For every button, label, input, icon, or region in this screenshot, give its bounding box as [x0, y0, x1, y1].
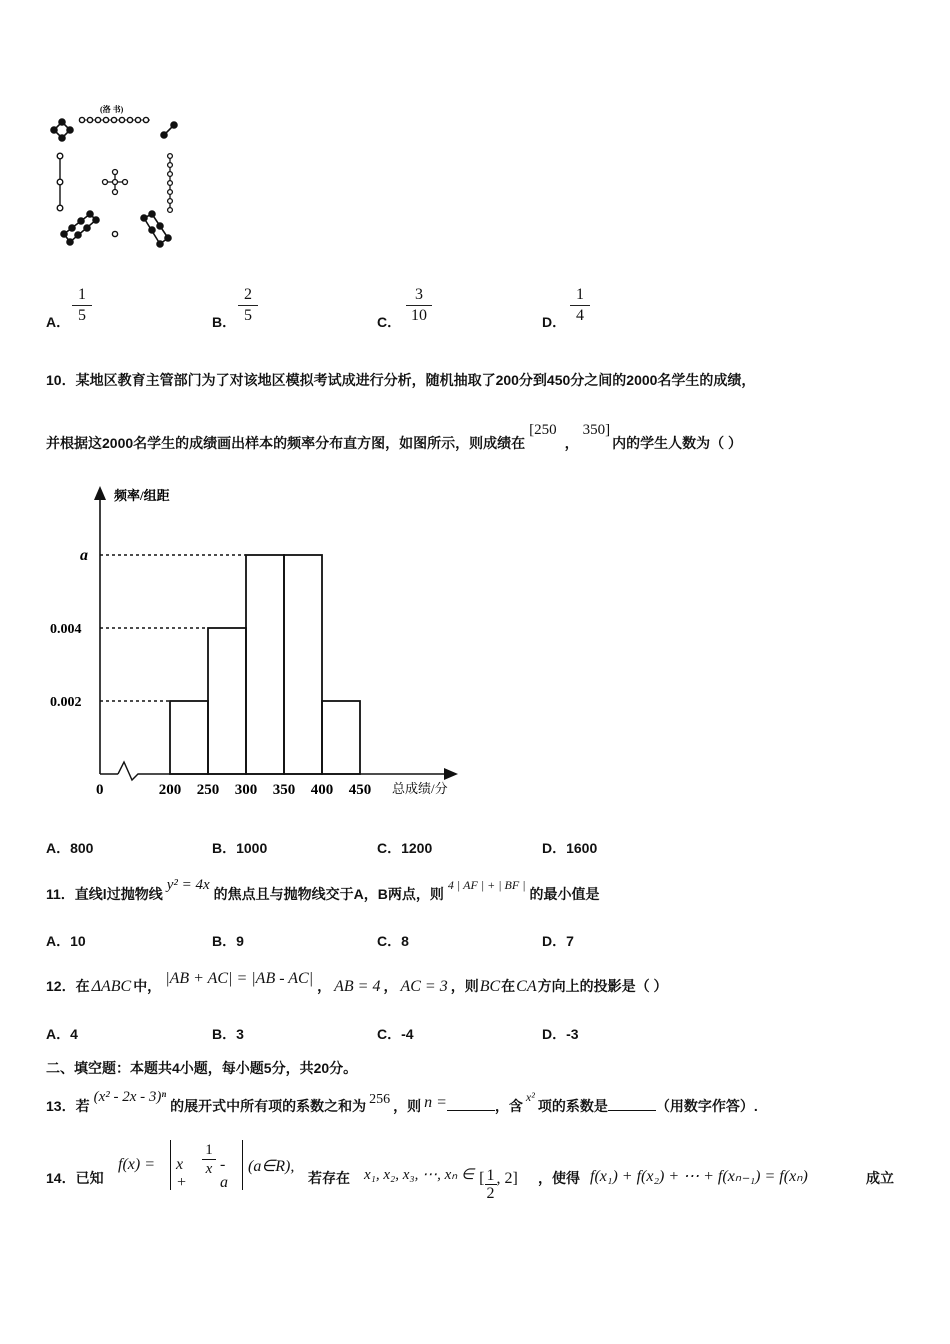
q11-option-d: D．7: [542, 933, 574, 949]
histogram-bar-400-450: [322, 701, 360, 774]
q13-mid1: 的展开式中所有项的系数之和为: [170, 1098, 367, 1114]
x-tick-label-400: 400: [310, 782, 334, 798]
q12-sep2: ，: [383, 978, 398, 994]
q13-blank-2: [608, 1110, 656, 1111]
y-tick-label-a: a: [80, 547, 88, 564]
y-axis-label: 频率/组距: [114, 488, 170, 503]
q9-option-d-num: 1: [576, 286, 584, 303]
q10-option-a: A．800: [46, 840, 94, 856]
luoshu-four-dots: [51, 119, 73, 141]
q14-abs-bar-left: [170, 1140, 171, 1190]
q9-option-b-letter: B．: [212, 314, 237, 330]
q9-option-a-num: 1: [78, 286, 86, 303]
q9-option-d-fraction: [570, 286, 590, 325]
q14-sequence: x₁, x₂, x₃, ⋯, xₙ ∈: [364, 1167, 475, 1184]
q11-mid: 的焦点且与抛物线交于A，B两点，则: [213, 886, 444, 902]
q10-option-d: D．1600: [542, 840, 598, 856]
q9-option-d-den: 4: [576, 307, 584, 324]
axis-break: [118, 762, 144, 780]
q10-line2-a: 并根据这2000名学生的成绩画出样本的频率分布直方图，如图所示，则成绩在: [46, 435, 526, 451]
q12-condition: |AB + AC| = |AB - AC|: [165, 970, 314, 987]
luoshu-figure: [40, 98, 190, 258]
q12-ca: CA: [516, 978, 537, 995]
q11-option-b: B．9: [212, 933, 244, 949]
luoshu-five-dots: [103, 170, 128, 195]
histogram-bar-200-250: [170, 701, 208, 774]
q12-mid3: 在: [501, 978, 516, 994]
luoshu-one-dot: [112, 231, 117, 236]
y-tick-label-0.002: 0.002: [50, 695, 82, 710]
q14-equation: f(x₁) + f(x₂) + ⋯ + f(xₙ₋₁) = f(xₙ): [590, 1168, 808, 1185]
histogram-bar-350-400: [284, 555, 322, 774]
q14-abs-bar-right: [242, 1140, 243, 1190]
q12-prefix: 12．在: [46, 978, 90, 994]
q10-interval-left: [250: [529, 422, 557, 438]
q12-sep: ，: [317, 978, 332, 994]
origin-label: 0: [96, 782, 104, 798]
q9-option-a-fraction: [72, 286, 92, 325]
q9-option-b-num: 2: [244, 286, 252, 303]
q12-mid1: 中，: [133, 978, 162, 994]
q12-ac: AC = 3: [400, 978, 448, 995]
q10-interval-right: 350]: [582, 422, 611, 438]
q11-prefix: 11．直线l过抛物线: [46, 886, 163, 902]
q14-f-left: f(x) =: [118, 1156, 155, 1173]
luoshu-three-dots: [57, 153, 63, 211]
q11-parabola: y² = 4x: [166, 877, 210, 893]
luoshu-eight-dots: [61, 211, 99, 245]
x-tick-label-200: 200: [158, 782, 182, 798]
q12-mid2: ，则: [450, 978, 479, 994]
q14-sequence-block: [364, 1156, 518, 1202]
q10-line2-b: 内的学生人数为（ ）: [612, 435, 743, 451]
q13-sum: 256: [369, 1092, 391, 1107]
q12-bc: BC: [479, 978, 501, 995]
histogram-bar-250-300: [208, 628, 246, 774]
q13-tail: （用数字作答）.: [655, 1098, 758, 1114]
q13-mid2: ，则: [393, 1098, 422, 1114]
q10-option-b: B．1000: [212, 840, 268, 856]
q13-blank-1: [447, 1110, 495, 1111]
q9-option-c-fraction: [406, 286, 432, 325]
luoshu-nine-dots: [79, 117, 150, 122]
x-tick-label-350: 350: [272, 782, 296, 798]
frequency-histogram: [40, 478, 470, 808]
q12-triangle: ΔABC: [91, 978, 132, 995]
q13-n-eq: n =: [424, 1094, 447, 1111]
q9-option-b-den: 5: [244, 307, 252, 324]
q10-comma: ，: [564, 435, 579, 451]
x-tick-label-250: 250: [196, 782, 220, 798]
q10-line2: [46, 422, 743, 453]
q12-suffix: 方向上的投影是（ ）: [537, 978, 668, 994]
q9-option-a-letter: A．: [46, 314, 71, 330]
q14-suffix: 成立: [866, 1170, 894, 1186]
x-axis-label: 总成绩/分: [392, 781, 448, 796]
luoshu-six-dots: [141, 211, 171, 247]
luoshu-caption: (洛 书): [100, 105, 124, 114]
q11-option-c: C．8: [377, 933, 409, 949]
q14-mid2: ，使得: [538, 1170, 580, 1186]
q11-expression: 4 | AF | + | BF |: [447, 878, 526, 892]
q14-label: 14．已知: [46, 1170, 104, 1186]
section-2-title: 二、填空题：本题共4小题，每小题5分，共20分。: [46, 1060, 358, 1076]
q11-option-a: A．10: [46, 933, 86, 949]
q10-option-c: C．1200: [377, 840, 433, 856]
q13-x2: x²: [525, 1090, 535, 1104]
q9-option-a-den: 5: [78, 307, 86, 324]
q12-option-a: A．4: [46, 1026, 78, 1042]
y-tick-label-0.004: 0.004: [50, 622, 82, 637]
q9-option-c-num: 3: [415, 286, 423, 303]
q9-option-c-den: 10: [411, 307, 427, 324]
q12-option-c: C．-4: [377, 1026, 414, 1042]
q9-option-b-fraction: [238, 286, 258, 325]
q11-suffix: 的最小值是: [529, 886, 600, 902]
q13-expression: (x² - 2x - 3)ⁿ: [93, 1089, 167, 1105]
x-axis-arrow: [444, 768, 458, 780]
q11-stem: [46, 877, 600, 904]
q9-option-d-letter: D．: [542, 314, 567, 330]
q13-stem: [46, 1089, 758, 1116]
x-tick-label-300: 300: [234, 782, 258, 798]
q13-prefix: 13．若: [46, 1098, 90, 1114]
q14-mid1: 若存在: [308, 1170, 350, 1186]
histogram-bar-300-350: [246, 555, 284, 774]
q14-one-over-x: 1 x: [202, 1142, 216, 1179]
q13-suffix: 项的系数是: [537, 1098, 608, 1114]
q10-line1: 10．某地区教育主管部门为了对该地区模拟考试成进行分析，随机抽取了200分到450分之间的2000名学生的成绩，: [46, 372, 756, 388]
q13-mid3: ，含: [494, 1098, 523, 1114]
luoshu-two-dots: [161, 122, 177, 138]
q14-domain: (a∈R),: [248, 1158, 295, 1175]
q14-interval: [ $\frac{1}{2}$ , 2]: [479, 1167, 518, 1202]
luoshu-seven-dots: [168, 154, 173, 213]
q12-option-d: D．-3: [542, 1026, 579, 1042]
q12-option-b: B．3: [212, 1026, 244, 1042]
q12-stem: [46, 970, 668, 996]
x-tick-label-450: 450: [348, 782, 372, 798]
q9-option-c-letter: C．: [377, 314, 402, 330]
q12-ab: AB = 4: [334, 978, 381, 995]
y-axis-arrow: [94, 486, 106, 500]
